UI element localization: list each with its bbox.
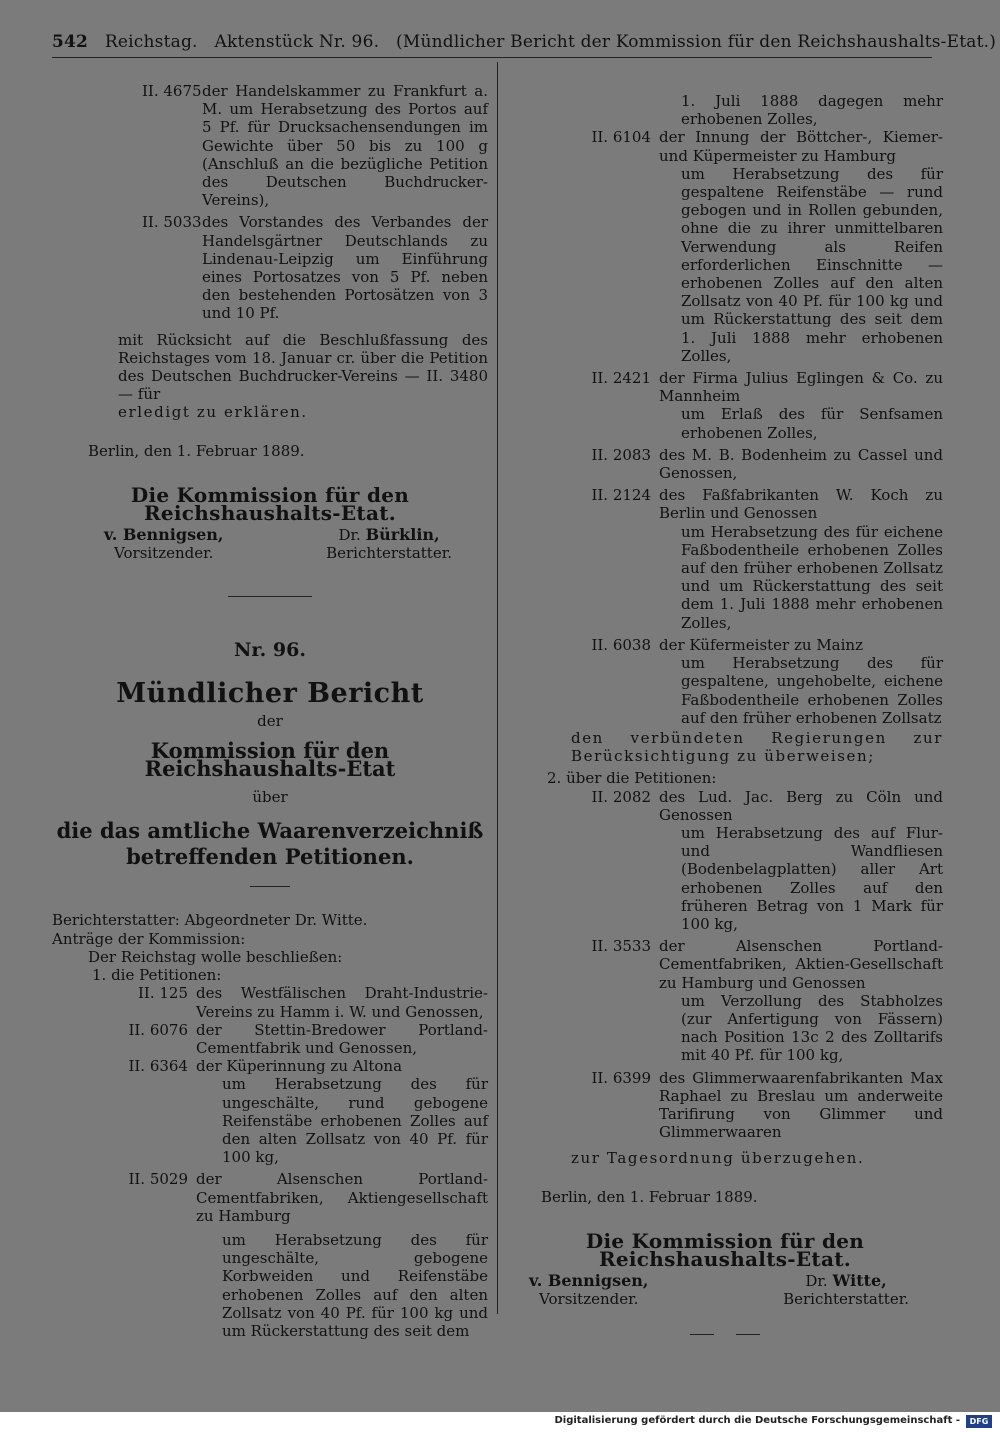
petition-entry [102,1057,488,1075]
resolution-text: zur Tagesordnung überzugehen. [571,1149,865,1168]
petition-number: II. 4675 [142,82,202,100]
commission-name: Die Kommission für den Reichshaushalts-Etat. [130,482,410,526]
petition-text: der Küperinnung zu Altona [196,1057,403,1076]
report-number: Nr. 96. [234,639,306,662]
signature-role: Berichterstatter. [783,1290,909,1309]
place-date: Berlin, den 1. Februar 1889. [88,441,305,460]
petition-entry [102,1170,488,1225]
petition-entry [102,1021,488,1057]
left-column [52,82,488,1340]
motion-item-1: 1. die Petitionen: [92,966,222,985]
right-column [507,92,943,1335]
signature-name: v. Bennigsen, [529,1271,649,1291]
petition-number: II. 125 [137,984,188,1003]
petition-text: der Küfermeister zu Mainz [659,635,863,654]
signature-title: Dr. [338,526,361,545]
motions-heading: Anträge der Kommission: [52,929,246,948]
signature-reporter [783,1272,909,1308]
petition-number: II. 2083 [591,445,651,464]
petition-number: II. 6104 [591,128,651,147]
petition-text: der Alsenschen Portland-Cementfabriken, Aktiengesellschaft zu Hamburg [196,1170,488,1225]
header-aktenstueck: Aktenstück Nr. 96. [214,32,380,52]
signature-role: Vorsitzender. [539,1290,639,1309]
petition-number: II. 2082 [591,787,651,806]
motion-item-2: 2. über die Petitionen: [547,769,717,788]
header-title: (Mündlicher Bericht der Kommission für den Reichshaushalts-Etat.) [396,32,997,52]
petition-text: des Glimmerwaarenfabrikanten Max Raphael zu Breslau um anderweite Tarifirung von Glimmer und Glimmerwaaren [659,1068,943,1142]
petition-request: um Erlaß des für Senfsamen erhobenen Zolles, [681,405,943,442]
end-rule-segment [736,1334,760,1335]
column-separator [497,62,498,1314]
dfg-logo: DFG [966,1415,992,1428]
petition-entry [507,128,943,164]
section-rule [228,596,312,597]
place-date: Berlin, den 1. Februar 1889. [541,1187,758,1206]
petition-number: II. 5033 [142,213,202,232]
petition-entry [102,984,488,1020]
signature-role: Berichterstatter. [326,544,452,563]
motion-intro: Der Reichstag wolle beschließen: [88,947,343,966]
petition-request: um Herabsetzung des für ungeschälte, rund gebogene Reifenstäbe erhobenen Zolles auf den alten Zollsatz von 40 Pf. für 100 kg, [222,1075,488,1167]
resolution-text: mit Rücksicht auf die Beschlußfassung des Reichstages vom 18. Januar cr. über die Petition des Deutschen Buchdrucker-Vereins — II. 3480 — für [118,330,488,404]
petition-text: der Stettin-Bredower Portland-Cementfabrik und Genossen, [196,1020,488,1057]
petition-text: des M. B. Bodenheim zu Cassel und Genossen, [659,445,943,483]
petition-entry [507,369,943,405]
report-title: Mündlicher Bericht [116,678,424,710]
petition-text: des Westfälischen Draht-Industrie-Vereins zu Hamm i. W. und Genossen, [196,984,488,1021]
report-commission: Kommission für den Reichshaushalts-Etat [144,737,396,782]
signature-name: Witte, [832,1271,887,1291]
petition-number: II. 2124 [591,486,651,505]
report-subject: die das amtliche Waarenverzeichniß betreffenden Petitionen. [56,818,484,870]
petition-request: um Herabsetzung des für eichene Faßbodentheile erhobenen Zolles auf den früher erhobenen Zollsatz und um Rückerstattung des seit dem 1. Juli 1888 mehr erhobenen Zolles, [681,522,943,632]
petition-entry [142,213,488,322]
signature-name: v. Bennigsen, [104,525,224,545]
petition-number: II. 2421 [591,369,651,388]
resolution-text: den verbündeten Regierungen zur Berücksichtigung zu überweisen; [571,728,943,766]
signatures [507,1272,943,1308]
petition-number: II. 6364 [128,1057,188,1076]
petition-text: des Lud. Jac. Berg zu Cöln und Genossen [659,787,943,824]
petition-request: um Herabsetzung des für ungeschälte, gebogene Korbweiden und Reifenstäbe erhobenen Zolles auf den alten Zollsatz von 40 Pf. für 100 kg und um Rückerstattung des seit dem [222,1230,488,1340]
petition-text: der Firma Julius Eglingen & Co. zu Mannheim [659,369,943,406]
signature-role: Vorsitzender. [114,544,214,563]
petition-request: um Herabsetzung des für gespaltene, ungehobelte, eichene Faßbodentheile erhobenen Zolles auf den früher erhobenen Zollsatz [681,654,943,727]
petition-text: der Alsenschen Portland-Cementfabriken, Aktien-Gesellschaft zu Hamburg und Genossen [659,937,943,992]
section-rule [250,886,290,887]
petition-entry [507,788,943,824]
resolution-text-spaced: erledigt zu erklären. [118,403,308,422]
petition-number: II. 3533 [591,937,651,956]
signatures [52,526,488,562]
page-header [52,32,997,52]
petition-number: II. 6076 [128,1020,188,1039]
end-rule [507,1334,943,1335]
report-ueber: über [252,788,288,807]
petition-entry [507,1069,943,1142]
signature-name: Bürklin, [365,525,440,545]
petition-number: II. 6038 [591,635,651,654]
petition-entry [507,446,943,482]
petition-text: der Handelskammer zu Frankfurt a. M. um Herabsetzung des Portos auf 5 Pf. für Drucksachensendungen im Gewichte über 50 bis zu 100 g (Anschluß an die bezügliche Petition des Deutschen Buchdrucker-Vereins), [202,82,488,210]
petition-text: des Vorstandes des Verbandes der Handelsgärtner Deutschlands zu Lindenau-Leipzig um Einführung eines Portosatzes von 5 Pf. neben den bestehenden Portosätzen von 3 und 10 Pf. [202,213,488,323]
signature-chair [529,1272,648,1308]
petition-text: des Faßfabrikanten W. Koch zu Berlin und Genossen [659,486,943,523]
petition-entry [507,937,943,992]
petition-request: um Herabsetzung des für gespaltene Reifenstäbe — rund gebogen und in Rollen gebunden, ohne die zu ihrer unmittelbaren Verwendung als Reifen erforderlichen Einschnitte — erhobenen Zolles auf den alten Zollsatz von 40 Pf. für 100 kg und um Rückerstattung des seit dem 1. Juli 1888 mehr erhobenen Zolles, [681,164,943,365]
petition-number: II. 6399 [591,1068,651,1087]
footer-credit: Digitalisierung gefördert durch die Deutsche Forschungsgemeinschaft - [554,1415,960,1426]
petition-request-continued: 1. Juli 1888 dagegen mehr erhobenen Zolles, [681,92,943,129]
end-rule-segment [690,1334,714,1335]
petition-entry [507,636,943,654]
petition-number: II. 5029 [128,1170,188,1189]
commission-name: Die Kommission für den Reichshaushalts-Etat. [585,1228,865,1271]
petition-request: um Verzollung des Stabholzes (zur Anfertigung von Fässern) nach Position 13c 2 des Zolltarifs mit 40 Pf. für 100 kg, [681,991,943,1065]
report-der: der [257,711,283,730]
page-number: 542 [52,32,89,52]
reporter-line: Berichterstatter: Abgeordneter Dr. Witte. [52,911,368,930]
signature-title: Dr. [805,1272,828,1291]
petition-text: der Innung der Böttcher-, Kiemer- und Küpermeister zu Hamburg [659,128,943,165]
footer-bar [0,1412,1000,1432]
signature-chair [104,526,223,562]
petition-entry [142,82,488,209]
header-reichstag: Reichstag. [104,32,198,52]
header-rule [52,57,932,58]
petition-entry [507,486,943,522]
signature-reporter [326,526,452,562]
petition-request: um Herabsetzung des auf Flur- und Wandfliesen (Bodenbelagplatten) aller Art erhobenen Zolles auf den früheren Betrag von 1 Mark für 100 kg, [681,823,943,933]
